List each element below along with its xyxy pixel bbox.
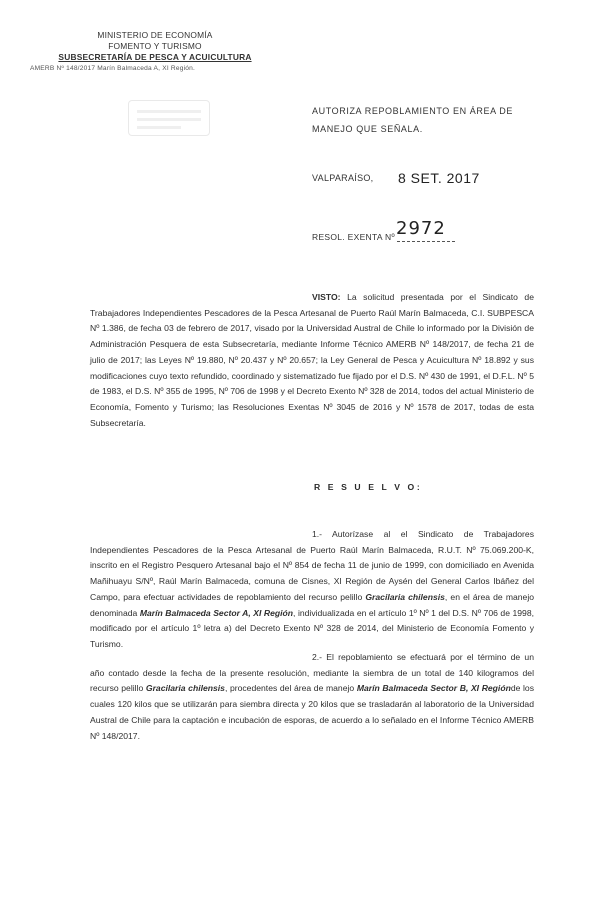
- file-reference: AMERB Nº 148/2017 Marín Balmaceda A, XI Región.: [30, 65, 196, 72]
- article-1: 1.- Autorízase al el Sindicato de Trabajadores Independientes Pescadores de la Pesca Artesanal de Puerto Raúl Marín Balmaceda, R.U.T. Nº 75.069.200-K, inscrito en el Registro Pesquero Artesanal bajo el Nº 854 de fecha 11 de junio de 1999, con domiciliado en Avenida Mañihuayu S/Nº, Raúl Marín Balmaceda, comuna de Cisnes, XI Región de Aysén del General Carlos Ibáñez del Campo, para efectuar actividades de repoblamiento del recurso pelillo Gracilaria chilensis, en el área de manejo denominada Marín Balmaceda Sector A, XI Región, individualizada en el artículo 1º Nº 1 del D.S. Nº 706 de 1998, modificado por el artículo 1º letra a) del Decreto Exento Nº 328 de 2014, del Ministerio de Economía Fomento y Turismo.: [90, 529, 535, 649]
- resolution-number-line: [312, 218, 455, 242]
- species-name: Gracilaria chilensis: [365, 591, 445, 602]
- city: VALPARAÍSO,: [312, 173, 374, 183]
- management-area-name: Marín Balmaceda Sector A, XI Región: [139, 607, 294, 618]
- resolution-number: 2972: [396, 218, 446, 239]
- resuelvo-heading: R E S U E L V O:: [314, 482, 423, 492]
- visto-label: VISTO:: [312, 292, 341, 302]
- species-name: Gracilaria chilensis: [145, 683, 225, 694]
- letterhead: [30, 30, 270, 74]
- resolution-label: RESOL. EXENTA Nº: [312, 232, 395, 242]
- visto-paragraph: [90, 290, 534, 431]
- visto-text: La solicitud presentada por el Sindicato de Trabajadores Independientes Pescadores de la Pesca Artesanal de Puerto Raúl Marín Balmaceda, C.I. SUBPESCA Nº 1.386, de fecha 03 de febrero de 2017, visado por la Universidad Austral de Chile lo informado por la División de Administración Pesquera de esta Subsecretaría, mediante Informe Técnico AMERB Nº 148/2017, de fecha 21 de julio de 2017; las Leyes Nº 19.880, Nº 20.437 y Nº 20.657; la Ley General de Pesca y Acuicultura Nº 18.892 y sus modificaciones cuyo texto refundido, coordinado y sistematizado fue fijado por el D.S. Nº 430 de 1991, el D.F.L. Nº 5 de 1983, el D.S. Nº 355 de 1995, Nº 706 de 1998 y el Decreto Exento Nº 328 de 2014, todos del actual Ministerio de Economía, Fomento y Turismo; las Resoluciones Exentas Nº 3045 de 2016 y Nº 1578 de 2017, todas de esta Subsecretaría.: [90, 292, 534, 428]
- faded-stamp: [128, 100, 210, 136]
- ministry-subname: FOMENTO Y TURISMO: [108, 41, 202, 51]
- article-2: 2.- El repoblamiento se efectuará por el término de un año contado desde la fecha de la presente resolución, mediante la siembra de un total de 140 kilogramos del recurso pelillo Gracilaria chilensis, procedentes del área de manejo Marín Balmaceda Sector B, XI Regiónde los cuales 120 kilos que se utilizarán para siembra directa y 20 kilos que se trasladarán al laboratorio de la Universidad Austral de Chile para la captación e incubación de esporas, de acuerdo a lo señalado en el Informe Técnico AMERB Nº 148/2017.: [90, 652, 534, 741]
- date-line: [312, 170, 480, 186]
- undersecretariat-name: SUBSECRETARÍA DE PESCA Y ACUICULTURA: [58, 52, 252, 62]
- document-subject: AUTORIZA REPOBLAMIENTO EN ÁREA DE MANEJO QUE SEÑALA.: [312, 106, 514, 134]
- management-area-name: Marín Balmaceda Sector B, XI Región: [356, 683, 511, 694]
- issue-date-stamp: 8 SET. 2017: [398, 170, 480, 186]
- ministry-name: MINISTERIO DE ECONOMÍA: [97, 30, 213, 40]
